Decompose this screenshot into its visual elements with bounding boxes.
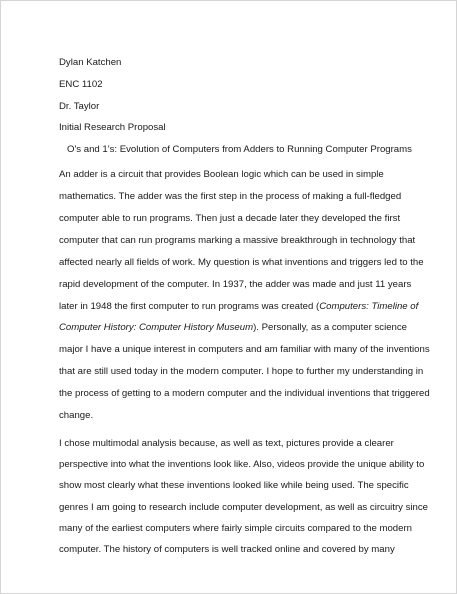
citation-title: History: Computer History Museum (103, 322, 254, 334)
paragraph-line: computer. The history of computers is well tracked online and covered by many (59, 544, 395, 556)
paragraph-line: rapid development of the computer. In 1937, the adder was made and just 11 years (59, 278, 412, 290)
paragraph-line: many of the earliest computers where fairly simple circuits compared to the modern (59, 523, 412, 535)
paragraph-line: mathematics. The adder was the first step in the process of making a full-fledged (59, 191, 402, 203)
paragraph-line: change. (59, 409, 94, 421)
paragraph-line: I chose multimodal analysis because, as well as text, pictures provide a clearer (59, 437, 394, 449)
paragraph-line: perspective into what the inventions look like. Also, videos provide the unique ability to (59, 459, 425, 471)
course-code: ENC 1102 (59, 78, 103, 90)
citation-title: Computers: Timeline of (319, 300, 419, 312)
paper-title: O's and 1's: Evolution of Computers from Adders to Running Computer Programs (67, 144, 412, 156)
paragraph-line: genres I am going to research include computer development, as well as circuitry since (59, 501, 429, 513)
paragraph-line: the process of getting to a modern computer and the individual inventions that triggered (59, 388, 430, 400)
citation-title: Computer (59, 322, 102, 334)
assignment-name: Initial Research Proposal (59, 122, 166, 134)
paragraph-line: An adder is a circuit that provides Boolean logic which can be used in simple (59, 169, 384, 181)
paragraph-2 (59, 433, 429, 561)
paragraph-line: show most clearly what these inventions looked like while being used. The specific (59, 480, 409, 492)
paragraph-1 (59, 164, 430, 427)
paragraph-text: later in 1948 the first computer to run programs was created ( (59, 300, 320, 312)
paragraph-line: computer able to run programs. Then just a decade later they developed the first (59, 212, 401, 224)
document-content (59, 52, 430, 561)
paragraph-line-with-citation (59, 296, 419, 318)
paragraph-line: computer that can run programs marking a massive breakthrough in technology that (59, 234, 416, 246)
paragraph-line: affected nearly all fields of work. My question is what inventions and triggers led to the (59, 256, 424, 268)
instructor-name: Dr. Taylor (59, 100, 100, 112)
paragraph-line-with-citation (59, 317, 409, 339)
paragraph-line: that are still used today in the modern computer. I hope to further my understanding in (59, 366, 424, 378)
paragraph-text: ). Personally, as a computer science (253, 322, 407, 334)
author-name: Dylan Katchen (59, 57, 122, 68)
paragraph-line: major I have a unique interest in computers and am familiar with many of the inventions (59, 344, 430, 356)
